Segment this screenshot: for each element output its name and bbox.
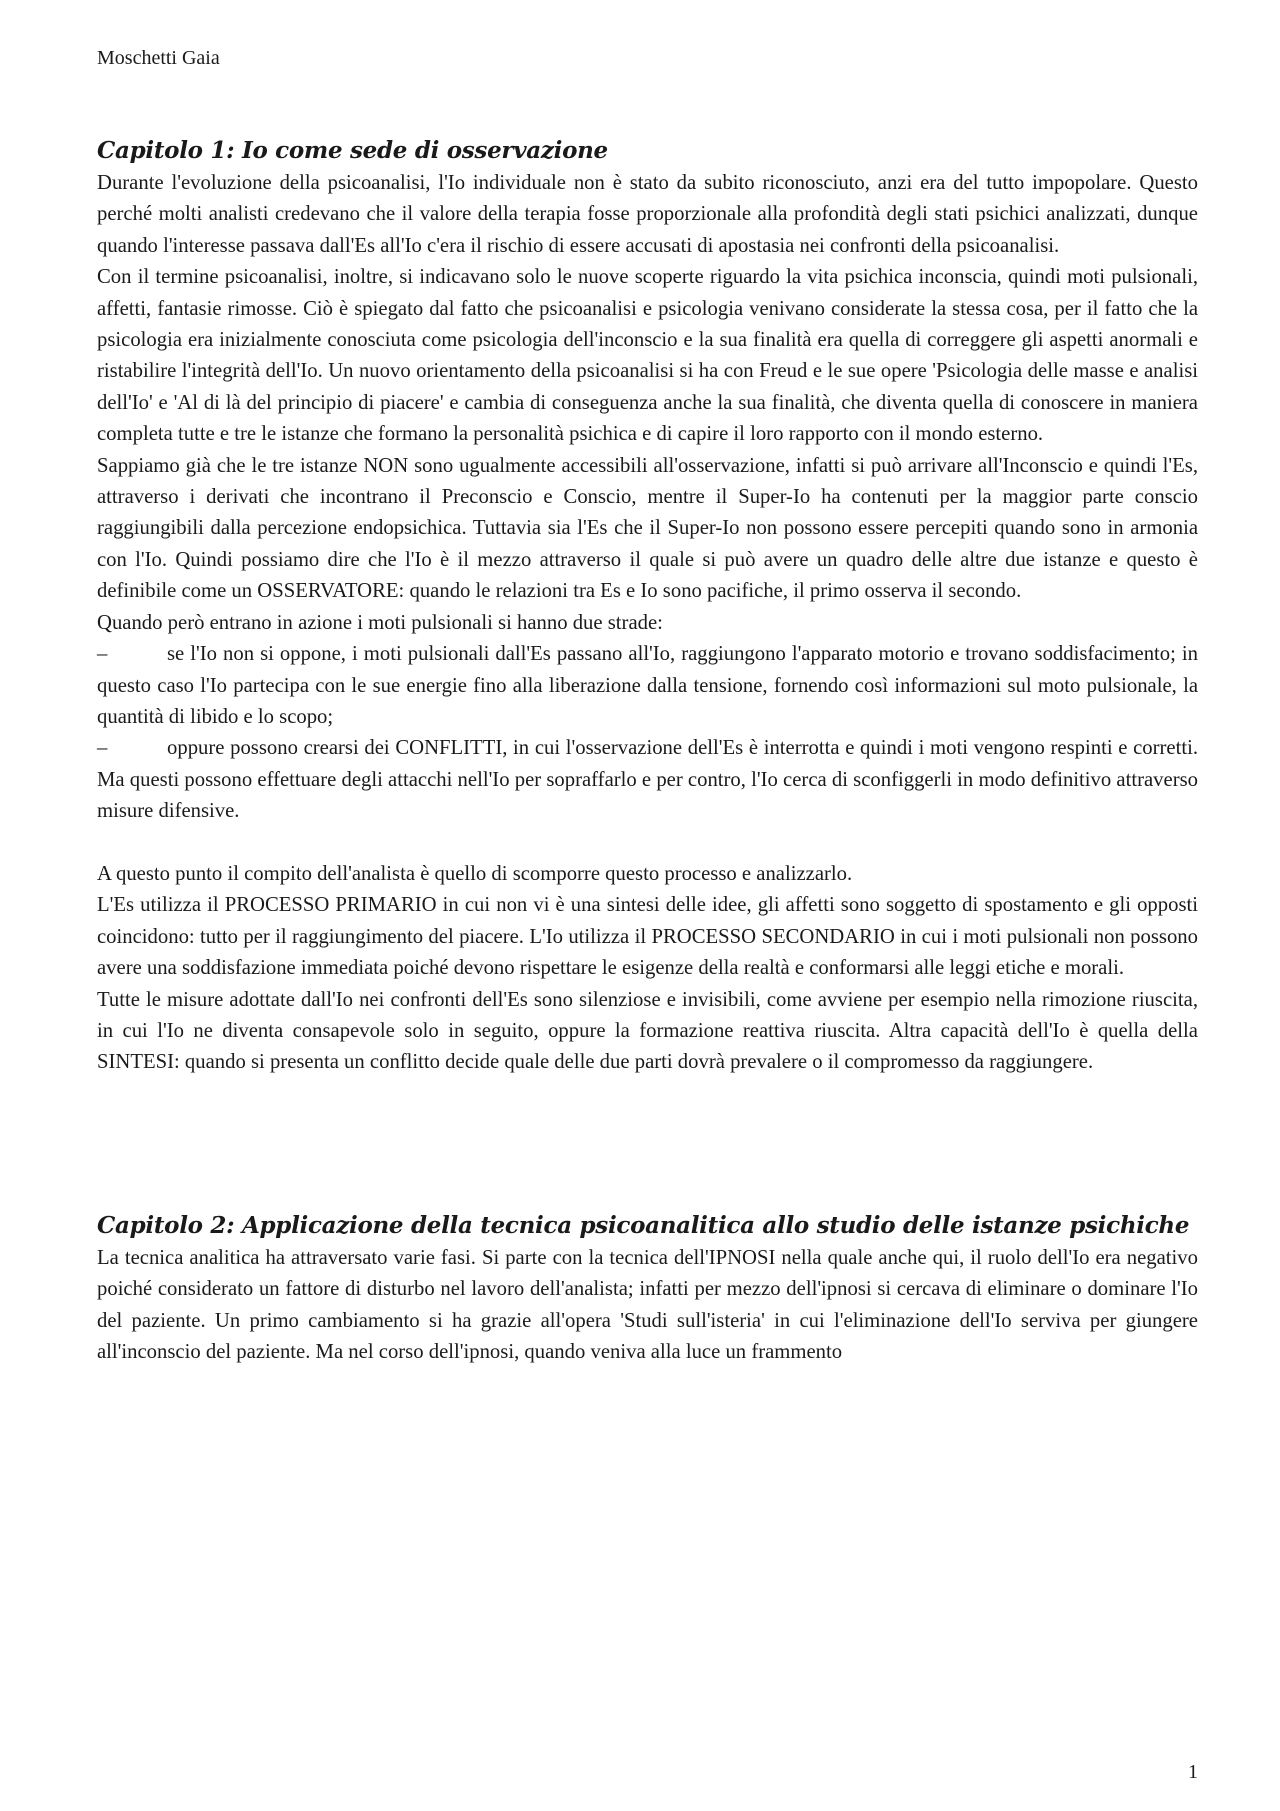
chapter-1-title: Capitolo 1: Io come sede di osservazione	[97, 137, 608, 164]
chapter-1-paragraph-1: Durante l'evoluzione della psicoanalisi, l'Io individuale non è stato da subito riconosciuto, anzi era del tutto impopolare. Questo perché molti analisti credevano che il valore della terapia fosse proporzionale alla profondità degli stati psichici analizzati, dunque quando l'interesse passava dall'Es all'Io c'era il rischio di essere accusati di apostasia nei confronti della psicoanalisi.	[97, 172, 1198, 257]
chapter-1-paragraph-4: Quando però entrano in azione i moti pulsionali si hanno due strade:	[97, 611, 663, 634]
chapter-1-paragraph-5: A questo punto il compito dell'analista è quello di scomporre questo processo e analizzarlo.	[97, 862, 853, 885]
chapter-2-paragraph-1: La tecnica analitica ha attraversato varie fasi. Si parte con la tecnica dell'IPNOSI nella quale anche qui, il ruolo dell'Io era negativo poiché considerato un fattore di disturbo nel lavoro dell'analista; infatti per mezzo dell'ipnosi si cercava di eliminare o dominare l'Io del paziente. Un primo cambiamento si ha grazie all'opera 'Studi sull'isteria' in cui l'eliminazione dell'Io serviva per giungere all'inconscio del paziente. Ma nel corso dell'ipnosi, quando veniva alla luce un frammento	[97, 1246, 1198, 1363]
chapter-1-paragraph-2: Con il termine psicoanalisi, inoltre, si indicavano solo le nuove scoperte riguardo la vita psichica inconscia, quindi moti pulsionali, affetti, fantasie rimosse. Ciò è spiegato dal fatto che psicoanalisi e psicologia venivano considerate la stessa cosa, per il fatto che la psicologia era inizialmente conosciuta come psicologia dell'inconscio e la sua finalità era quella di correggere gli aspetti anormali e ristabilire l'integrità dell'Io. Un nuovo orientamento della psicoanalisi si ha con Freud e le sue opere 'Psicologia delle masse e analisi dell'Io' e 'Al di là del principio di piacere' e cambia di conseguenza anche la sua finalità, che diventa quella di conoscere in maniera completa tutte e tre le istanze che formano la personalità psichica e di capire il loro rapporto con il mondo esterno.	[97, 266, 1198, 446]
chapter-2-title: Capitolo 2: Applicazione della tecnica psicoanalitica allo studio delle istanze psichiche	[97, 1211, 1190, 1239]
list-item	[97, 639, 1198, 733]
chapter-1-paragraph-6: L'Es utilizza il PROCESSO PRIMARIO in cui non vi è una sintesi delle idee, gli affetti sono soggetto di spostamento e gli opposti coincidono: tutto per il raggiungimento del piacere. L'Io utilizza il PROCESSO SECONDARIO in cui i moti pulsionali non possono avere una soddisfazione immediata poiché devono rispettare le esigenze della realtà e conformarsi alle leggi etiche e morali.	[97, 894, 1198, 980]
list-item	[97, 733, 1198, 827]
page-number: 1	[1188, 1761, 1198, 1783]
author-name: Moschetti Gaia	[97, 47, 220, 69]
chapter-1	[97, 136, 1198, 1079]
paragraph-spacer	[97, 828, 1198, 859]
chapter-1-paragraph-7: Tutte le misure adottate dall'Io nei confronti dell'Es sono silenziose e invisibili, come avviene per esempio nella rimozione riuscita, in cui l'Io ne diventa consapevole solo in seguito, oppure la formazione reattiva riuscita. Altra capacità dell'Io è quella della SINTESI: quando si presenta un conflitto decide quale delle due parti dovrà prevalere o il compromesso da raggiungere.	[97, 988, 1198, 1074]
dash-bullet: –	[97, 737, 108, 760]
dash-bullet: –	[97, 643, 108, 666]
list-item-text: oppure possono crearsi dei CONFLITTI, in cui l'osservazione dell'Es è interrotta e quindi i moti vengono respinti e corretti. Ma questi possono effettuare degli attacchi nell'Io per sopraffarlo e per contro, l'Io cerca di sconfiggerli in modo definitivo attraverso misure difensive.	[97, 737, 1198, 823]
chapter-2	[97, 1211, 1198, 1369]
chapter-1-paragraph-3: Sappiamo già che le tre istanze NON sono ugualmente accessibili all'osservazione, infatti si può arrivare all'Inconscio e quindi l'Es, attraverso i derivati che incontrano il Preconscio e Conscio, mentre il Super-Io ha contenuti per la maggior parte conscio raggiungibili dalla percezione endopsichica. Tuttavia sia l'Es che il Super-Io non possono essere percepiti quando sono in armonia con l'Io. Quindi possiamo dire che l'Io è il mezzo attraverso il quale si può avere un quadro delle altre due istanze e questo è definibile come un OSSERVATORE: quando le relazioni tra Es e Io sono pacifiche, il primo osserva il secondo.	[97, 454, 1198, 603]
list-item-text: se l'Io non si oppone, i moti pulsionali dall'Es passano all'Io, raggiungono l'apparato motorio e trovano soddisfacimento; in questo caso l'Io partecipa con le sue energie fino alla liberazione dalla tensione, fornendo così informazioni sul moto pulsionale, la quantità di libido e lo scopo;	[97, 643, 1198, 728]
